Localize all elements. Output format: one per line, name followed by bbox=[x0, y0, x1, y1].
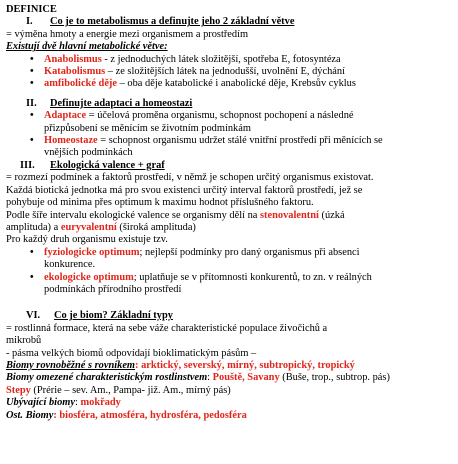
section-6-text: - pásma velkých biomů odpovídají bioklimatickým pásům – bbox=[6, 347, 257, 359]
biomes-declining: Ubývající biomy: mokřady bbox=[6, 397, 121, 409]
section-3-text: Každá biotická jednotka má pro svou existenci určitý interval faktorů prostředí, jež se bbox=[6, 184, 363, 196]
bullet-icon: • bbox=[30, 271, 34, 283]
section-6-text: mikrobů bbox=[6, 335, 42, 347]
section-1-list bbox=[6, 54, 452, 91]
section-3-text: Pro každý druh organismu existuje tzv. bbox=[6, 234, 168, 246]
section-3-valence-text: Podle šíře intervalu ekologické valence se organismy dělí na stenovalentní (úzká bbox=[6, 209, 345, 221]
section-3-text: = rozmezí podmínek a faktorů prostředí, v němž je schopen určitý organismus existovat. bbox=[6, 172, 374, 184]
section-2-heading bbox=[6, 98, 452, 110]
biomes-steppe: Stepy (Prérie – sev. Am., Pampa- již. Am., mírný pás) bbox=[6, 384, 231, 396]
section-1-subheading: Existují dvě hlavní metabolické větve: bbox=[6, 41, 168, 53]
biomes-vegetation: Biomy omezené charakteristickým rostlinstvem: Pouště, Savany (Buše, trop., subtrop. pás) bbox=[6, 372, 390, 384]
bullet-icon: • bbox=[30, 78, 34, 90]
bullet-icon: • bbox=[30, 246, 34, 258]
list-item-continuation: konkurence. bbox=[44, 259, 96, 271]
list-item-continuation: přizpůsobení se měnícím se životním podmínkám bbox=[44, 122, 251, 134]
bullet-icon: • bbox=[30, 110, 34, 122]
section-2-title: Definujte adaptaci a homeostazi bbox=[50, 97, 193, 109]
list-item: • fyziologicke optimum; nejlepší podmínky pro daný organismus při absenci bbox=[30, 246, 360, 258]
section-3-list bbox=[6, 247, 452, 297]
list-item: • Adaptace = účelová proměna organismu, schopnost pochopení a následné bbox=[30, 110, 354, 122]
section-6-text: = rostlinná formace, která na sebe váže charakteristické populace živočichů a bbox=[6, 322, 328, 334]
section-3-heading bbox=[6, 160, 452, 172]
biomes-equator: Biomy rovnoběžné s rovníkem: arktický, severský, mírný, subtropický, tropický bbox=[6, 359, 355, 371]
section-3-valence-text: amplituda) a euryvalentní (široká amplituda) bbox=[6, 221, 196, 233]
list-item: • amfibolické děje – oba děje katabolické i anabolické děje, Krebsův cyklus bbox=[30, 78, 356, 90]
bullet-icon: • bbox=[30, 135, 34, 147]
bullet-icon: • bbox=[30, 66, 34, 78]
section-1-title: Co je to metabolismus a definujte jeho 2 základní větve bbox=[50, 16, 295, 28]
section-3-title: Ekologická valence + graf bbox=[50, 159, 165, 171]
section-6-title: Co je biom? Základní typy bbox=[54, 310, 173, 322]
list-item: • Anabolismus - z jednoduchých látek složitější, spotřeba E, fotosyntéza bbox=[30, 53, 341, 65]
list-item: • ekologicke optimum; uplatňuje se v přítomnosti konkurentů, to zn. v reálných bbox=[30, 271, 372, 283]
list-item: • Homeostaze = schopnost organismu udržet stálé vnitřní prostředí při měnících se bbox=[30, 135, 383, 147]
biomes-other: Ost. Biomy: biosféra, atmosféra, hydrosféra, pedosféra bbox=[6, 409, 247, 421]
section-1-number: I. bbox=[26, 16, 33, 28]
section-2-number: II. bbox=[26, 97, 37, 109]
bullet-icon: • bbox=[30, 53, 34, 65]
section-6-number: VI. bbox=[26, 310, 41, 322]
list-item-continuation: podmínkách přírodního prostředí bbox=[44, 283, 182, 295]
list-item: • Katabolismus – ze složitějších látek na jednodušší, uvolnění E, dýchání bbox=[30, 66, 345, 78]
section-3-number: III. bbox=[20, 159, 35, 171]
page-title: DEFINICE bbox=[6, 4, 57, 15]
section-3-text: pohybuje od minima přes optimum k maximu hodnot příslušného faktoru. bbox=[6, 197, 314, 209]
section-1-definition: = výměna hmoty a energie mezi organismem a prostředím bbox=[6, 28, 249, 40]
section-6-heading bbox=[6, 310, 452, 322]
section-2-list bbox=[6, 110, 452, 160]
section-1-heading bbox=[6, 16, 452, 28]
list-item-continuation: vnějších podmínkách bbox=[44, 147, 133, 159]
